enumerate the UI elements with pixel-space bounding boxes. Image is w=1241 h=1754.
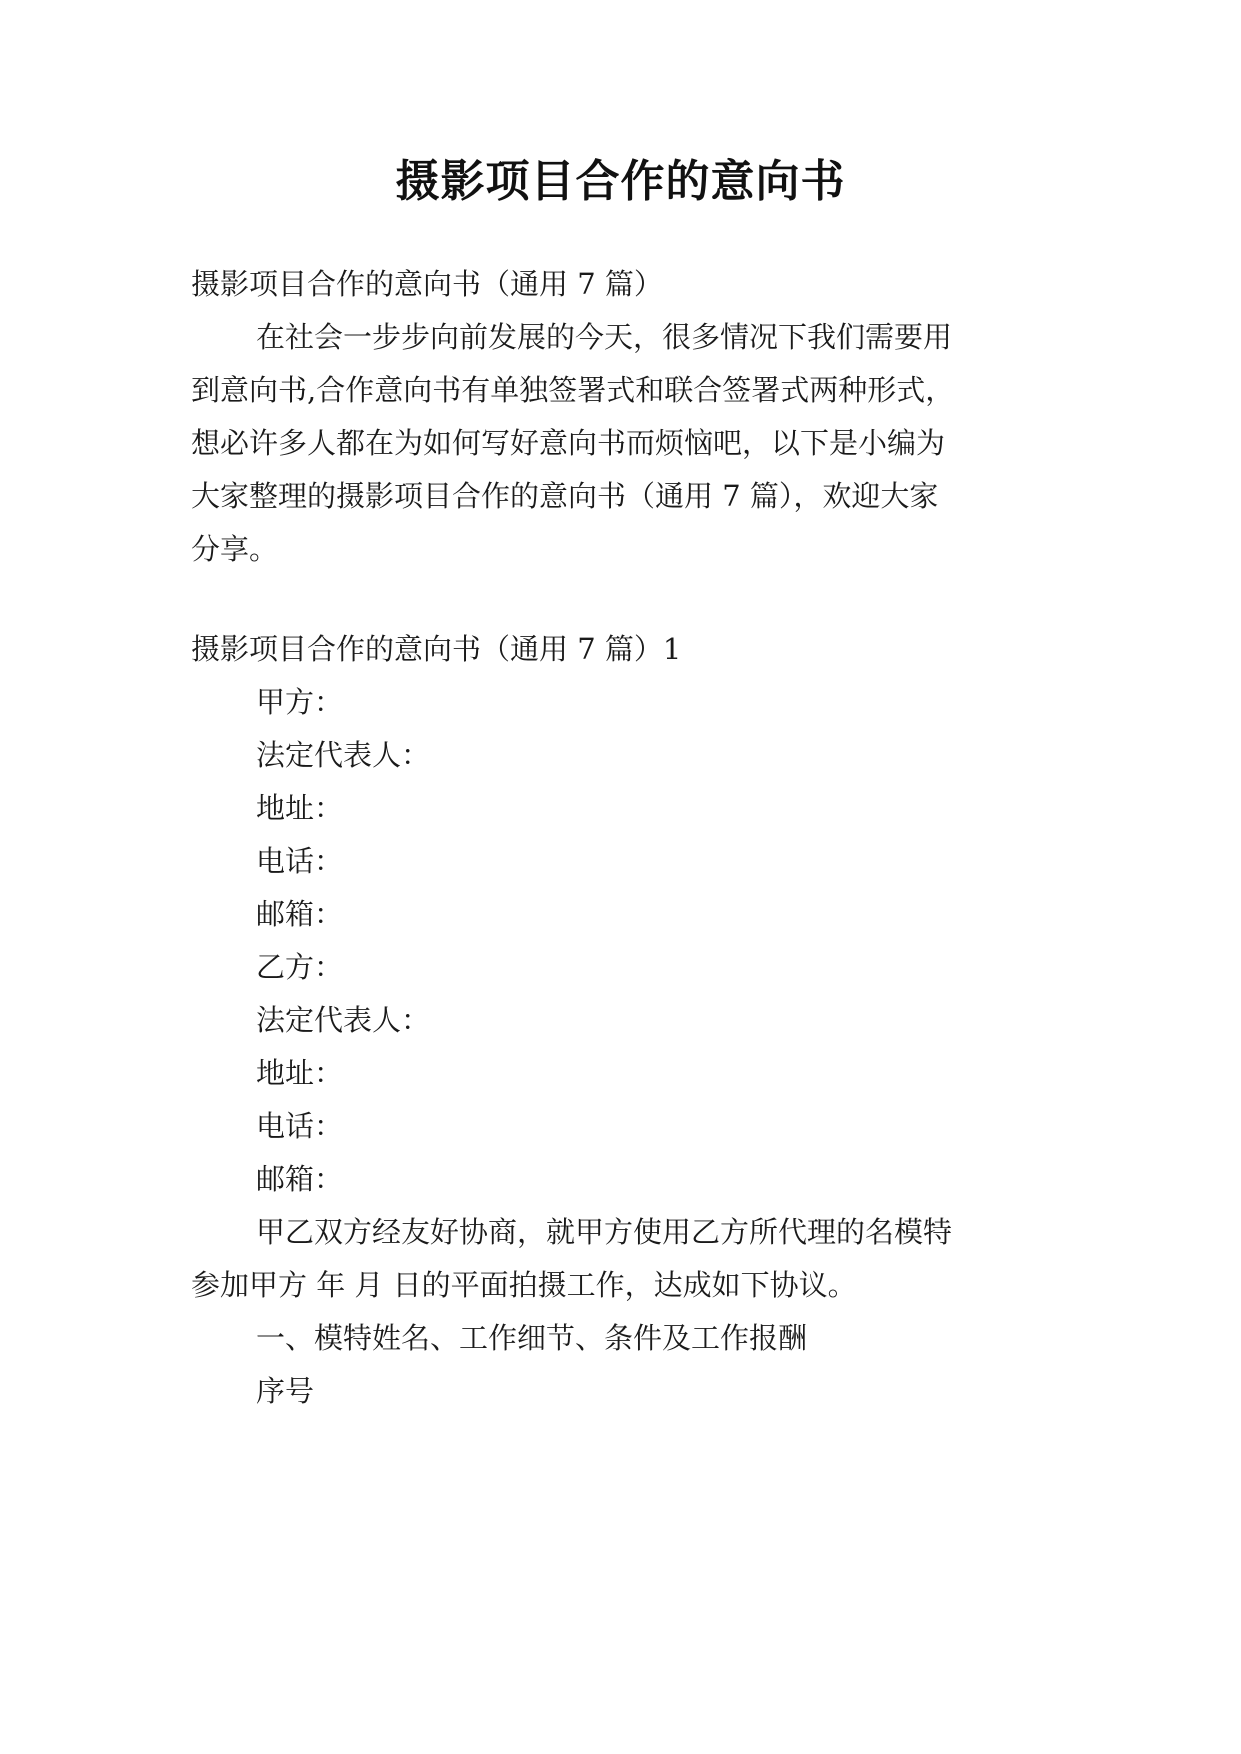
document-subtitle: 摄影项目合作的意向书（通用 7 篇） — [191, 267, 663, 301]
section-heading: 摄影项目合作的意向书（通用 7 篇）1 — [191, 632, 682, 666]
agreement-line-1: 甲乙双方经友好协商，就甲方使用乙方所代理的名模特 — [256, 1215, 953, 1249]
party-a-rep-label: 法定代表人： — [256, 738, 431, 772]
party-b-email-label: 邮箱： — [256, 1162, 344, 1196]
intro-line-4: 大家整理的摄影项目合作的意向书（通用 7 篇），欢迎大家 — [191, 479, 939, 513]
party-a-address-label: 地址： — [256, 791, 344, 825]
intro-line-2: 到意向书,合作意向书有单独签署式和联合签署式两种形式， — [191, 373, 955, 407]
party-b-phone-label: 电话： — [256, 1109, 344, 1143]
agreement-line-2: 参加甲方 年 月 日的平面拍摄工作，达成如下协议。 — [191, 1268, 857, 1302]
party-a-label: 甲方： — [256, 685, 344, 719]
document-title: 摄影项目合作的意向书 — [395, 156, 846, 207]
party-b-rep-label: 法定代表人： — [256, 1003, 431, 1037]
serial-number-label: 序号 — [256, 1374, 315, 1408]
party-a-email-label: 邮箱： — [256, 897, 344, 931]
intro-line-1: 在社会一步步向前发展的今天，很多情况下我们需要用 — [256, 320, 953, 354]
clause-1-heading: 一、模特姓名、工作细节、条件及工作报酬 — [256, 1321, 808, 1355]
party-b-address-label: 地址： — [256, 1056, 344, 1090]
intro-line-5: 分享。 — [191, 532, 279, 566]
intro-line-3: 想必许多人都在为如何写好意向书而烦恼吧，以下是小编为 — [191, 426, 946, 460]
party-a-phone-label: 电话： — [256, 844, 344, 878]
party-b-label: 乙方： — [256, 950, 344, 984]
